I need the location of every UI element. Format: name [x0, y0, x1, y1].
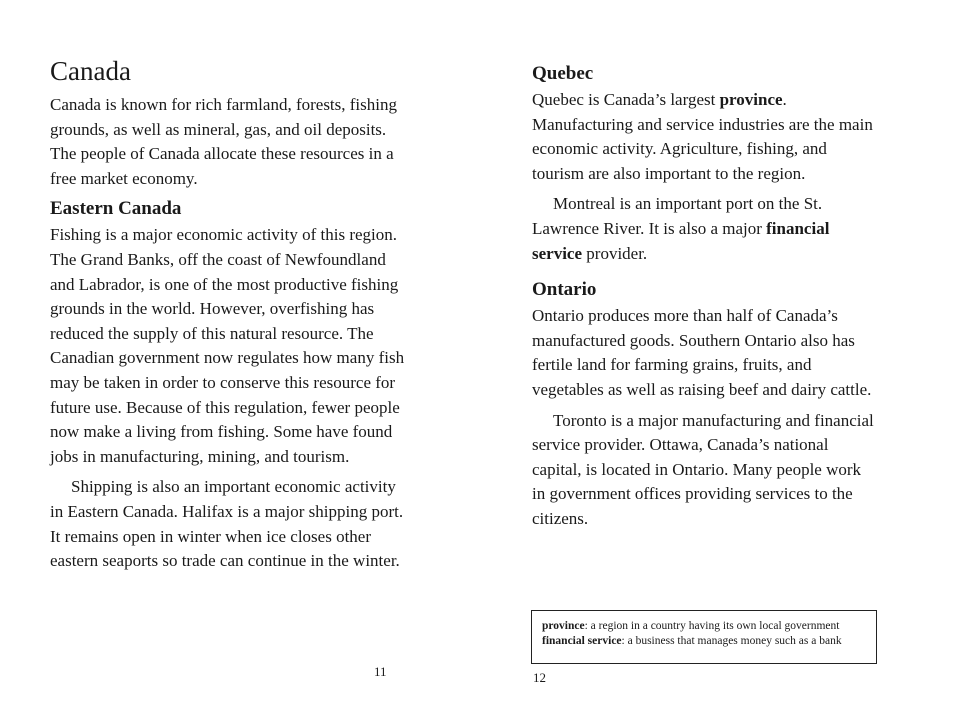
glossary-term-province: province: [542, 620, 585, 632]
term-financial-service: financial service: [532, 218, 830, 263]
ontario-heading: Ontario: [532, 279, 597, 301]
right-page: [532, 62, 877, 532]
quebec-paragraph-1: [532, 88, 877, 186]
quebec-paragraph-2: [532, 192, 877, 266]
glossary-def-province: : a region in a country having its own local government: [584, 620, 840, 632]
quebec-p2-text-b: provider.: [582, 243, 648, 263]
ontario-paragraph-1: Ontario produces more than half of Canada’s manufactured goods. Southern Ontario also has fertile land for farming grains, fruits, and vegetables as well as raising beef and dairy cattle.: [532, 306, 872, 399]
left-page: [50, 55, 410, 574]
eastern-paragraph-2: Shipping is also an important economic activity in Eastern Canada. Halifax is a major shipping port. It remains open in winter when ice closes other eastern seaports so trade can continue in the winter.: [50, 477, 404, 571]
quebec-heading: Quebec: [532, 63, 594, 84]
ontario-paragraph-2: Toronto is a major manufacturing and financial service provider. Ottawa, Canada’s national capital, is located in Ontario. Many people work in government offices providing services to the citizens.: [532, 410, 874, 528]
eastern-canada-heading: Eastern Canada: [50, 198, 182, 220]
quebec-p1-text-b: . Manufacturing and service industries are the main economic activity. Agriculture, fishing, and tourism are also important to the region.: [532, 90, 873, 183]
page-title: Canada: [50, 56, 131, 86]
quebec-p1-text-a: Quebec is Canada’s largest: [532, 90, 720, 109]
glossary-term-financial-service: financial service: [542, 634, 622, 647]
quebec-p2-text-a: Montreal is an important port on the St. Lawrence River. It is also a major: [532, 194, 823, 238]
page-number-left: 11: [374, 664, 387, 679]
glossary-def-financial-service: : a business that manages money such as a bank: [621, 634, 842, 647]
glossary-entry-province: [542, 619, 868, 634]
eastern-paragraph-1: Fishing is a major economic activity of this region. The Grand Banks, off the coast of Newfoundland and Labrador, is one of the most productive fishing grounds in the world. However, overfishing has reduced the supply of this natural resource. The Canadian government now regulates how many fish may be taken in order to conserve this resource for future use. Because of this regulation, fewer people now make a living from fishing. Some have found jobs in manufacturing, mining, and tourism.: [50, 225, 405, 466]
glossary-entry-financial-service: [542, 634, 868, 649]
term-province: province: [719, 90, 783, 109]
glossary-box: [531, 610, 877, 664]
page-number-right: 12: [533, 670, 546, 685]
intro-paragraph: Canada is known for rich farmland, forests, fishing grounds, as well as mineral, gas, and oil deposits. The people of Canada allocate these resources in a free market economy.: [50, 95, 397, 188]
